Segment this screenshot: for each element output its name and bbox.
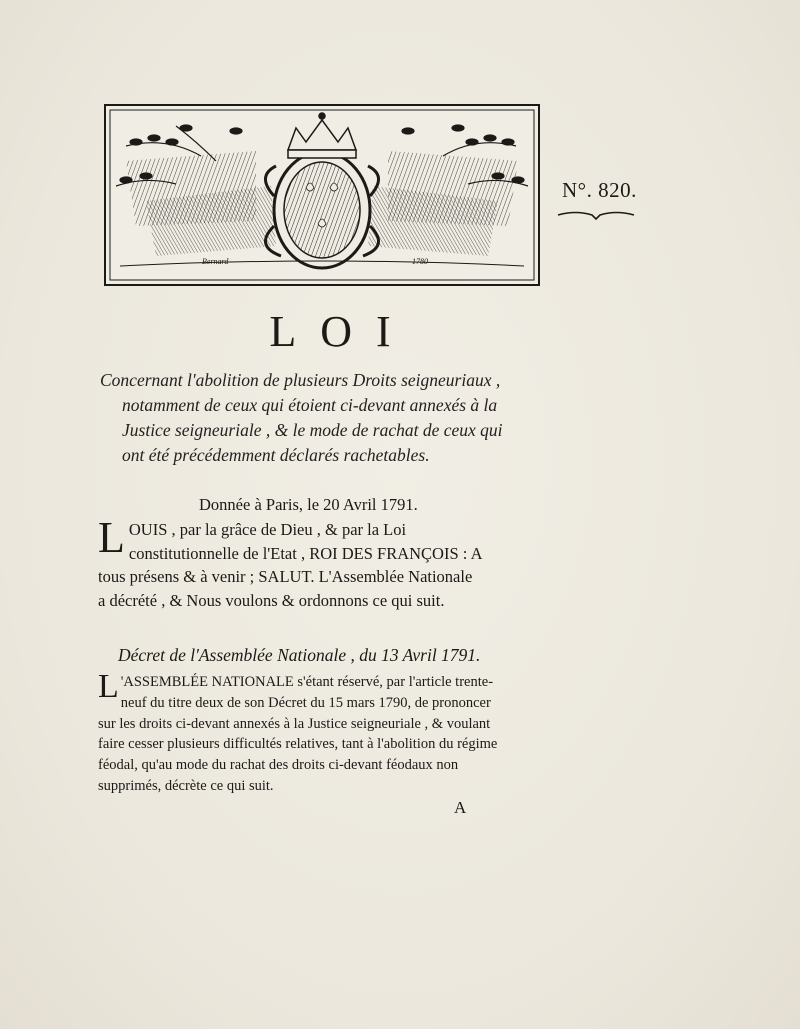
preamble-line: tous présens & à venir ; SALUT. L'Assemblée Nationale [98, 567, 473, 586]
royal-preamble [98, 513, 550, 612]
decree-line: féodal, qu'au mode du rachat des droits ci-devant féodaux non [98, 757, 459, 774]
subtitle-line: notamment de ceux qui étoient ci-devant annexés à la [122, 395, 498, 415]
vignette-year: 1780 [412, 257, 428, 266]
subtitle-line: ont été précédemment déclarés rachetables. [122, 445, 430, 465]
subtitle-line: Justice seigneuriale , & le mode de rachat de ceux qui [122, 420, 503, 440]
decree-line: faire cesser plusieurs difficultés relatives, tant à l'abolition du régime [98, 736, 498, 753]
decree-title: Décret de l'Assemblée Nationale , du 13 Avril 1791. [118, 645, 481, 665]
decree-line: 'ASSEMBLÉE NATIONALE s'étant réservé, par l'article trente- [120, 674, 494, 690]
subtitle-line: Concernant l'abolition de plusieurs Droits seigneuriaux , [100, 370, 501, 390]
decree-line: neuf du titre deux de son Décret du 15 mars 1790, de prononcer [120, 694, 491, 711]
decree-line: supprimés, décrète ce qui suit. [98, 777, 274, 794]
royal-arms-vignette [104, 104, 540, 286]
drop-cap: L [98, 668, 119, 705]
signature-mark: A [454, 798, 467, 817]
crown-fleur-de-lis-icon [106, 106, 538, 284]
preamble-line: constitutionnelle de l'Etat , ROI DES FRANÇOIS : A [128, 543, 483, 563]
decree-line: sur les droits ci-devant annexés à la Justice seigneuriale , & voulant [98, 715, 491, 732]
date-given: Donnée à Paris, le 20 Avril 1791. [199, 495, 418, 514]
preamble-line: OUIS , par la grâce de Dieu , & par la Loi [128, 520, 407, 539]
document-subtitle [100, 368, 560, 468]
document-title: LOI [269, 307, 415, 356]
preamble-line: a décrété , & Nous voulons & ordonnons ce qui suit. [98, 590, 445, 610]
vignette-signature: Bernard [202, 257, 229, 266]
decree-body [98, 668, 546, 797]
flourish-icon [556, 208, 636, 222]
document-number: N°. 820. [562, 178, 637, 202]
drop-cap: L [98, 513, 125, 562]
